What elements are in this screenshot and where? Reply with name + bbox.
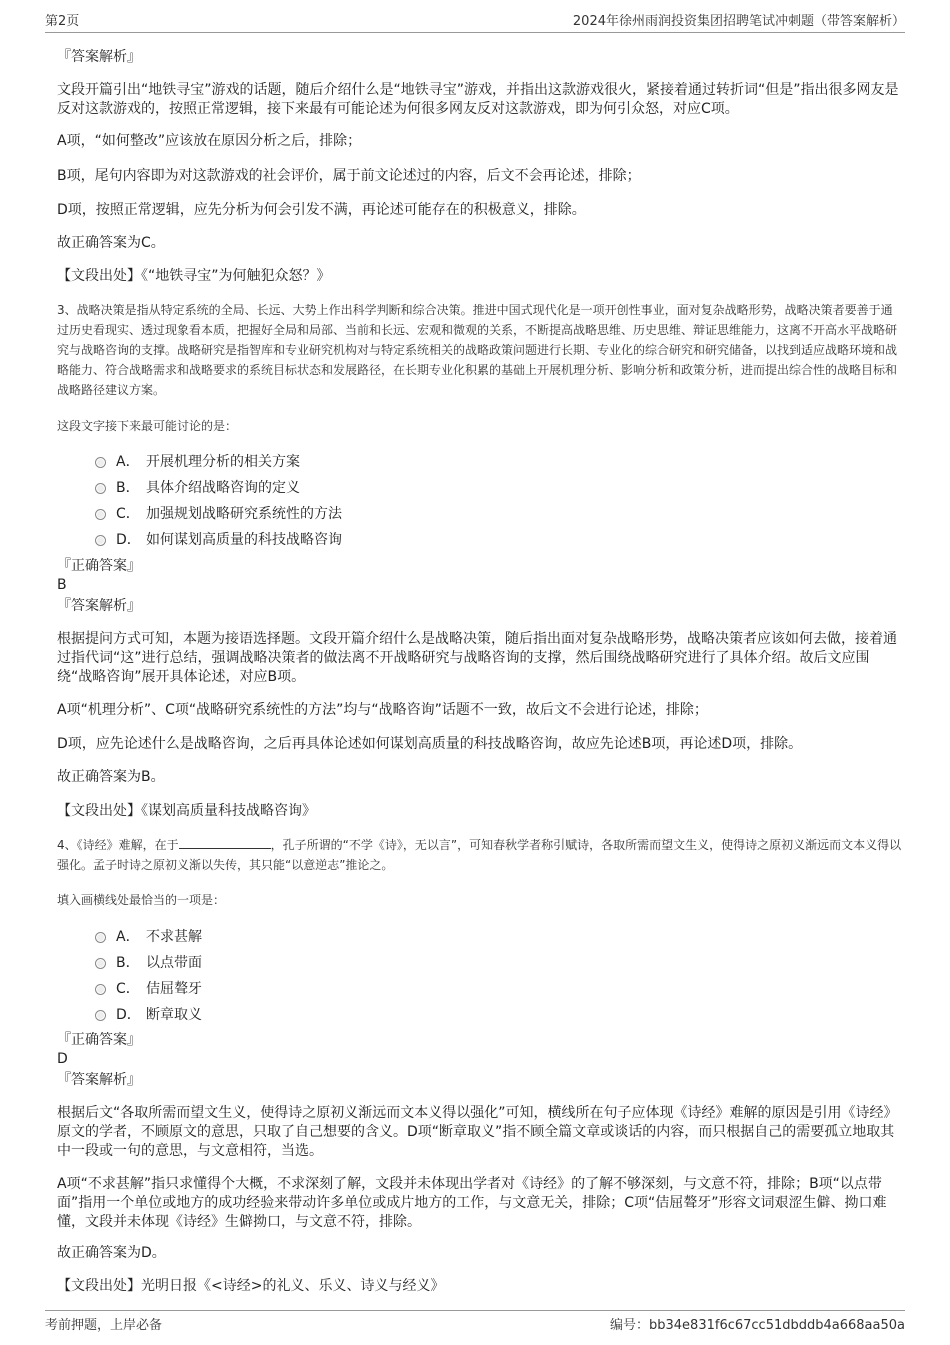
option-a[interactable]: A． 不求甚解 [95, 923, 202, 949]
option-list [95, 448, 342, 552]
page-header [45, 12, 905, 33]
option-a[interactable]: A． 开展机理分析的相关方案 [95, 448, 342, 474]
page-number: 第2页 [45, 14, 80, 29]
analysis-label: 『答案解析』 [57, 49, 141, 65]
document-title: 2024年徐州雨润投资集团招聘笔试冲刺题（带答案解析） [572, 14, 905, 29]
option-b[interactable]: B． 具体介绍战略咨询的定义 [95, 474, 342, 500]
source-citation: 【文段出处】《“地铁寻宝”为何触犯众怒？》 [57, 268, 331, 284]
analysis-paragraph: 文段开篇引出“地铁寻宝”游戏的话题，随后介绍什么是“地铁寻宝”游戏，并指出这款游戏很火，紧接着通过转折词“但是”指出很多网友是反对这款游戏的，按照正常逻辑，接下来最有可能论述为何很多网友反对这款游戏，即为何引众怒，对应C项。 [57, 82, 899, 117]
option-list [95, 923, 202, 1027]
analysis-paragraph: A项“机理分析”、C项“战略研究系统性的方法”均与“战略咨询”话题不一致，故后文不会进行论述，排除； [57, 702, 708, 718]
answer-statement: 故正确答案为C。 [57, 235, 165, 251]
answer-statement: 故正确答案为B。 [57, 769, 165, 785]
analysis-paragraph: A项“不求甚解”指只求懂得个大概，不求深刻了解，文段并未体现出学者对《诗经》的了解不够深刻，与文意不符，排除；B项“以点带面”指用一个单位或地方的成功经验来带动许多单位或成片地方的工作，与文意无关，排除；C项“佶屈聱牙”形容文词艰涩生僻、拗口难懂，文段并未体现《诗经》生僻拗口，与文意不符，排除。 [57, 1176, 887, 1230]
analysis-paragraph: A项，“如何整改”应该放在原因分析之后，排除； [57, 133, 362, 149]
radio-icon[interactable] [95, 932, 106, 943]
question-text: 3、战略决策是指从特定系统的全局、长远、大势上作出科学判断和综合决策。推进中国式现代化是一项开创性事业，面对复杂战略形势，战略决策者要善于通过历史看现实、透过现象看本质，把握好全局和局部、当前和长远、宏观和微观的关系，不断提高战略思维、历史思维、辩证思维能力，这离不开高水平战略研究与战略咨询的支撑。战略研究是指智库和专业研究机构对与特定系统相关的战略政策问题进行长期、专业化的综合研究和研究储备，以找到适应战略环境和战略能力、符合战略需求和战略要求的系统目标状态和发展路径，在长期专业化积累的基础上开展机理分析、影响分析和政策分析，进而提出综合性的战略目标和战略路径建议方案。 [57, 303, 898, 397]
source-citation: 【文段出处】《谋划高质量科技战略咨询》 [57, 803, 316, 819]
correct-answer: D [57, 1051, 68, 1067]
option-d[interactable]: D． 如何谋划高质量的科技战略咨询 [95, 526, 342, 552]
question-text: 4、《诗经》难解，在于 ，孔子所谓的“不学《诗》，无以言”，可知春秋学者称引赋诗，各取所需而望文生义，使得诗之原初义渐远而文本义得以强化。孟子时诗之原初义渐以失传，其只能“以意逆志”推论之。 [57, 838, 902, 872]
question-prompt: 这段文字接下来最可能讨论的是： [57, 419, 238, 433]
radio-icon[interactable] [95, 509, 106, 520]
option-c[interactable]: C． 佶屈聱牙 [95, 975, 202, 1001]
option-b[interactable]: B． 以点带面 [95, 949, 202, 975]
answer-statement: 故正确答案为D。 [57, 1245, 166, 1261]
radio-icon[interactable] [95, 457, 106, 468]
analysis-paragraph: D项，应先论述什么是战略咨询，之后再具体论述如何谋划高质量的科技战略咨询，故应先论述B项，再论述D项，排除。 [57, 736, 803, 752]
option-c[interactable]: C． 加强规划战略研究系统性的方法 [95, 500, 342, 526]
radio-icon[interactable] [95, 984, 106, 995]
option-d[interactable]: D． 断章取义 [95, 1001, 202, 1027]
analysis-paragraph: 根据提问方式可知，本题为接语选择题。文段开篇介绍什么是战略决策，随后指出面对复杂战略形势，战略决策者应该如何去做，接着通过指代词“这”进行总结，强调战略决策者的做法离不开战略研究与战略咨询的支撑，然后围绕战略研究进行了具体介绍。故后文应围绕“战略咨询”展开具体论述，对应B项。 [57, 631, 897, 685]
fill-blank [179, 837, 271, 849]
correct-answer-label: 『正确答案』 [57, 558, 141, 574]
footer-slogan: 考前押题，上岸必备 [45, 1318, 163, 1333]
correct-answer: B [57, 577, 67, 593]
analysis-paragraph: D项，按照正常逻辑，应先分析为何会引发不满，再论述可能存在的积极意义，排除。 [57, 202, 586, 218]
radio-icon[interactable] [95, 535, 106, 546]
source-citation: 【文段出处】光明日报《<诗经>的礼义、乐义、诗义与经义》 [57, 1278, 445, 1294]
correct-answer-label: 『正确答案』 [57, 1032, 141, 1048]
radio-icon[interactable] [95, 483, 106, 494]
radio-icon[interactable] [95, 958, 106, 969]
page-footer [45, 1310, 905, 1333]
analysis-label: 『答案解析』 [57, 1072, 141, 1088]
analysis-label: 『答案解析』 [57, 598, 141, 614]
question-prompt: 填入画横线处最恰当的一项是： [57, 893, 226, 907]
analysis-paragraph: 根据后文“各取所需而望文生义，使得诗之原初义渐远而文本义得以强化”可知，横线所在句子应体现《诗经》难解的原因是引用《诗经》原文的学者，不顾原文的意思，只取了自己想要的含义。D项“断章取义”指不顾全篇文章或谈话的内容，而只根据自己的需要孤立地取其中一段或一句的意思，与文意相符，当选。 [57, 1105, 898, 1159]
document-id: 编号：bb34e831f6c67cc51dbddb4a668aa50a [610, 1318, 905, 1333]
radio-icon[interactable] [95, 1010, 106, 1021]
analysis-paragraph: B项，尾句内容即为对这款游戏的社会评价，属于前文论述过的内容，后文不会再论述，排除； [57, 168, 641, 184]
